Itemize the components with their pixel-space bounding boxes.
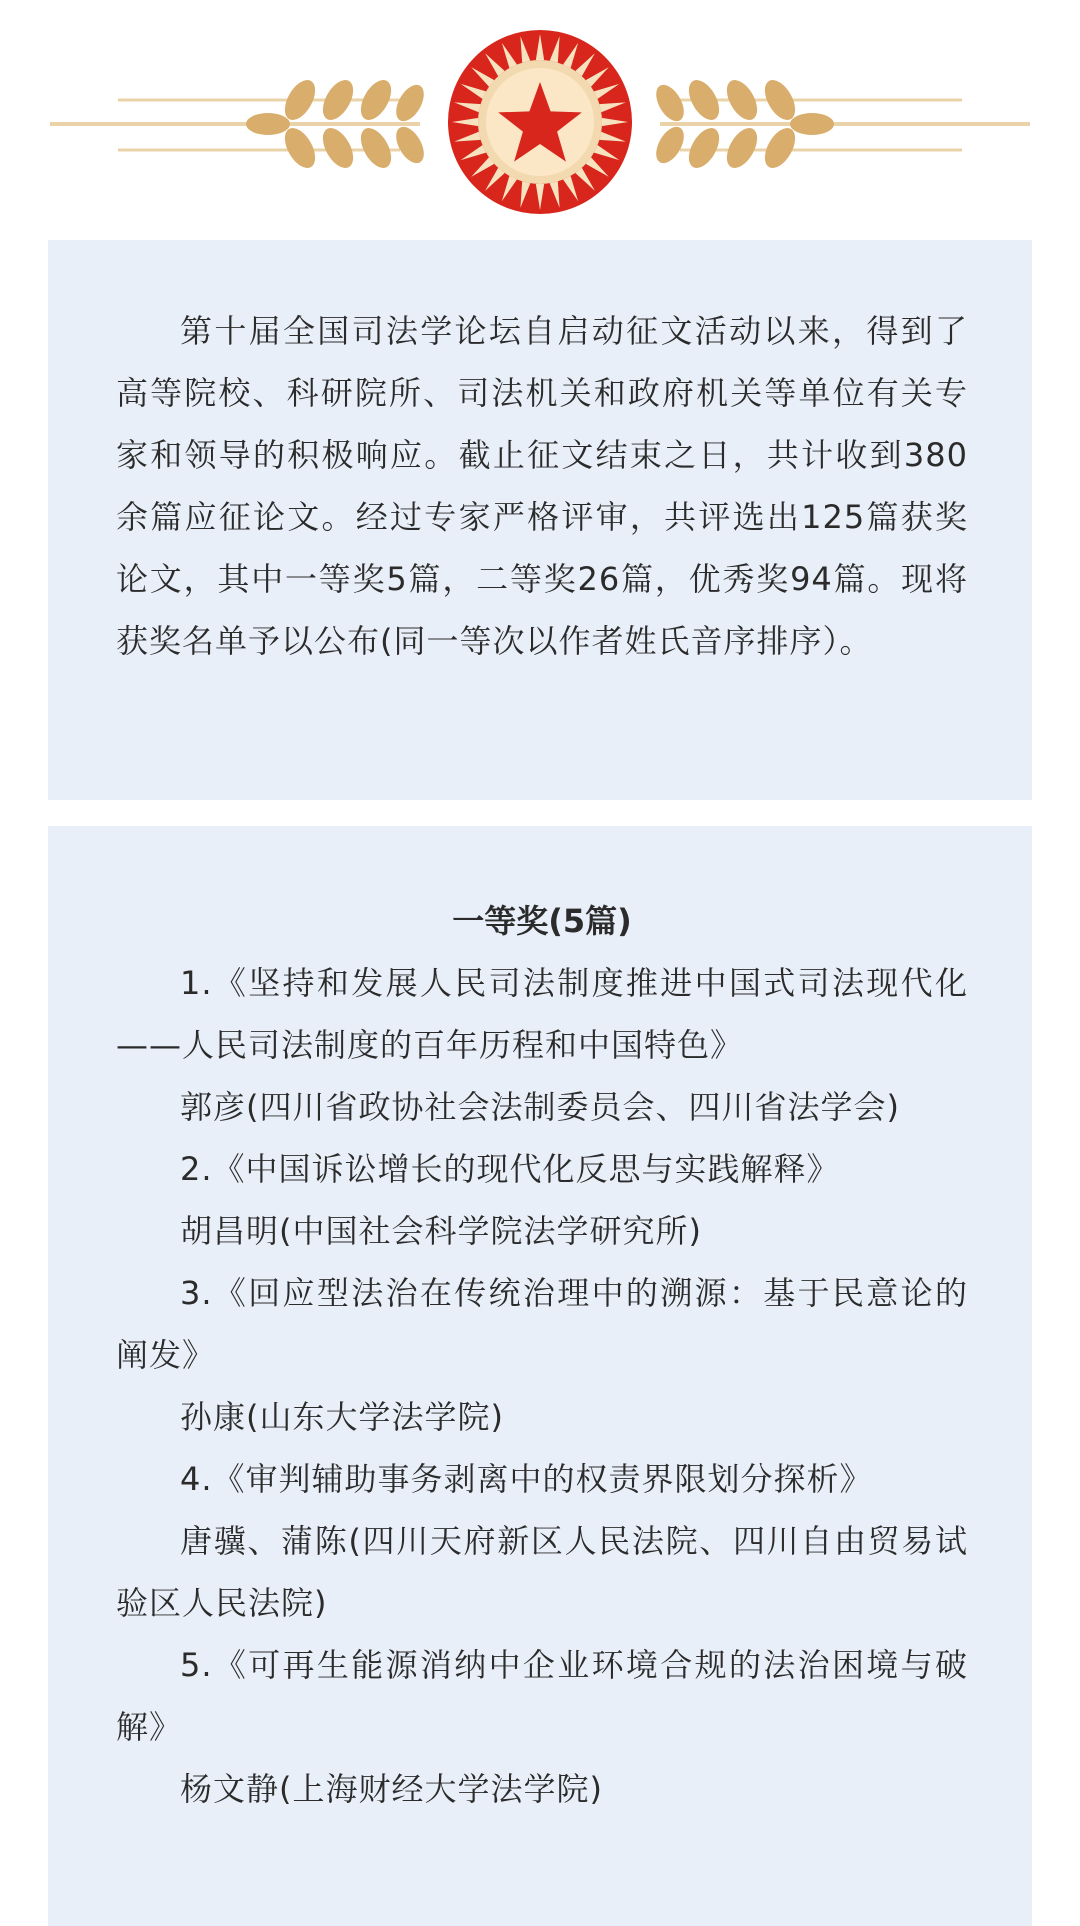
paper-title: 5.《可再生能源消纳中企业环境合规的法治困境与破解》 <box>116 1646 968 1746</box>
intro-card <box>48 240 1032 800</box>
paper-author: 唐骥、蒲陈(四川天府新区人民法院、四川自由贸易试验区人民法院) <box>116 1522 968 1622</box>
header-art <box>0 0 1080 230</box>
award-entry <box>116 1634 968 1820</box>
paper-title: 4.《审判辅助事务剥离中的权责界限划分探析》 <box>180 1460 873 1498</box>
paper-title: 2.《中国诉讼增长的现代化反思与实践解释》 <box>180 1150 840 1188</box>
awards-card <box>48 826 1032 1926</box>
paper-author: 杨文静(上海财经大学法学院) <box>180 1770 603 1808</box>
intro-paragraph: 第十届全国司法学论坛自启动征文活动以来，得到了高等院校、科研院所、司法机关和政府机关等单位有关专家和领导的积极响应。截止征文结束之日，共计收到380余篇应征论文。经过专家严格评审，共评选出125篇获奖论文，其中一等奖5篇，二等奖26篇，优秀奖94篇。现将获奖名单予以公布(同一等次以作者姓氏音序排序）。 <box>116 312 968 660</box>
paper-author: 孙康(山东大学法学院) <box>180 1398 504 1436</box>
award-entry <box>116 1448 968 1634</box>
paper-author: 郭彦(四川省政协社会法制委员会、四川省法学会) <box>180 1088 900 1126</box>
header-decoration <box>0 0 1080 230</box>
paper-title: 1.《坚持和发展人民司法制度推进中国式司法现代化——人民司法制度的百年历程和中国特色》 <box>116 964 968 1064</box>
award-entry <box>116 1138 968 1262</box>
paper-author: 胡昌明(中国社会科学院法学研究所) <box>180 1212 702 1250</box>
red-star-emblem-icon <box>448 30 632 214</box>
award-entry <box>116 1262 968 1448</box>
first-prize-title: 一等奖(5篇) <box>452 902 632 940</box>
paper-title: 3.《回应型法治在传统治理中的溯源：基于民意论的阐发》 <box>116 1274 968 1374</box>
award-entry <box>116 952 968 1138</box>
